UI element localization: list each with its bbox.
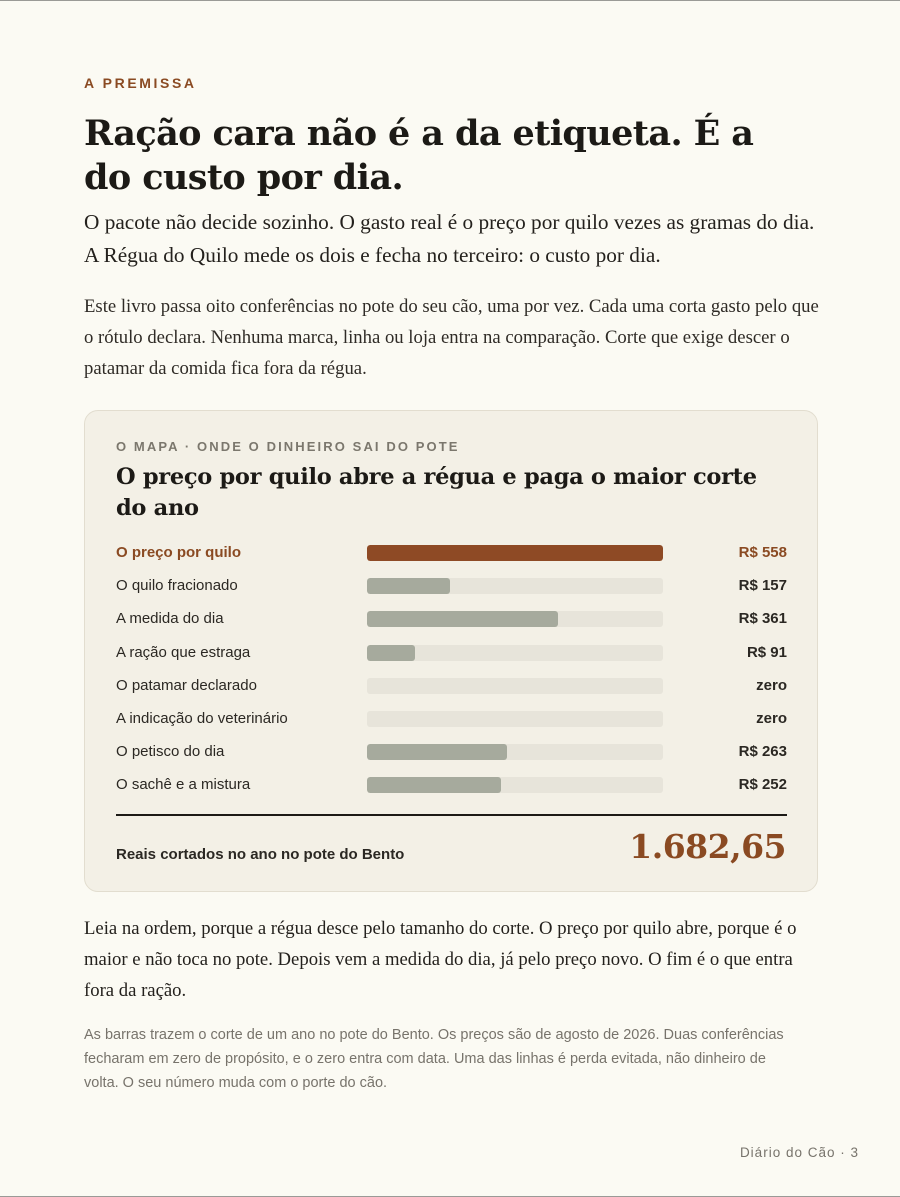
bar-value-label: zero <box>756 709 787 727</box>
lede-paragraph: O pacote não decide sozinho. O gasto real é o preço por quilo vezes as gramas do dia. A Régua do Quilo mede os dois e fecha no terceiro: o custo por dia. <box>84 210 815 267</box>
bar-row <box>116 570 787 603</box>
bar-track <box>367 545 663 561</box>
bar-chart <box>116 537 787 803</box>
bar-value-label: R$ 558 <box>738 544 787 561</box>
total-divider <box>116 814 787 816</box>
savings-map-card <box>84 410 818 892</box>
bar-value-label: R$ 361 <box>738 610 787 628</box>
page-title: Ração cara não é a da etiqueta. É a do custo por dia. <box>84 113 754 198</box>
bar-track <box>367 611 663 627</box>
bar-label: O quilo fracionado <box>116 577 238 595</box>
bar-track <box>367 744 663 760</box>
bar-row <box>116 670 787 703</box>
section-kicker: A PREMISSA <box>84 75 197 91</box>
total-label: Reais cortados no ano no pote do Bento <box>116 846 405 863</box>
intro-paragraph: Este livro passa oito conferências no pote do seu cão, uma por vez. Cada uma corta gasto pelo que o rótulo declara. Nenhuma marca, linha ou loja entra na comparação. Corte que exige descer o patamar da comida fica fora da régua. <box>84 296 819 379</box>
bar-row <box>116 637 787 670</box>
bar <box>367 611 558 627</box>
bar <box>367 578 450 594</box>
bar-track <box>367 578 663 594</box>
bar-value-label: R$ 157 <box>738 577 787 595</box>
bar-row <box>116 736 787 769</box>
page-folio: Diário do Cão · 3 <box>739 1145 859 1160</box>
reading-order-paragraph: Leia na ordem, porque a régua desce pelo tamanho do corte. O preço por quilo abre, porque é o maior e não toca no pote. Depois vem a medida do dia, já pelo preço novo. O fim é o que entra fora da ração. <box>84 918 797 1001</box>
bar-track <box>367 711 663 727</box>
bar-label: O patamar declarado <box>116 676 257 694</box>
bar <box>367 744 507 760</box>
bar-value-label: R$ 263 <box>738 743 787 761</box>
bar-row <box>116 769 787 802</box>
card-title: O preço por quilo abre a régua e paga o maior corte do ano <box>116 464 757 521</box>
bar-label: A ração que estraga <box>116 643 251 661</box>
bar-track <box>367 645 663 661</box>
bar-value-label: R$ 252 <box>738 776 787 794</box>
card-kicker: O MAPA · ONDE O DINHEIRO SAI DO POTE <box>116 439 460 454</box>
bar <box>367 645 415 661</box>
total-value: 1.682,65 <box>629 827 786 866</box>
bar <box>367 777 501 793</box>
bar-track <box>367 678 663 694</box>
bar-label: A medida do dia <box>116 610 224 628</box>
bar-row <box>116 703 787 736</box>
bar-label: A indicação do veterinário <box>116 709 288 727</box>
footnote: As barras trazem o corte de um ano no pote do Bento. Os preços são de agosto de 2026. Duas conferências fecharam em zero de propósito, e o zero entra com data. Uma das linhas é perda evitada, não dinheiro de volta. O seu número muda com o porte do cão. <box>84 1027 784 1091</box>
bar-row <box>116 537 787 570</box>
bar <box>367 545 663 561</box>
bar-track <box>367 777 663 793</box>
bar-label: O sachê e a mistura <box>116 776 251 794</box>
bar-label: O petisco do dia <box>116 743 225 761</box>
bar-value-label: zero <box>756 676 787 694</box>
bar-value-label: R$ 91 <box>746 643 787 661</box>
bar-label: O preço por quilo <box>116 544 242 561</box>
bar-row <box>116 603 787 636</box>
